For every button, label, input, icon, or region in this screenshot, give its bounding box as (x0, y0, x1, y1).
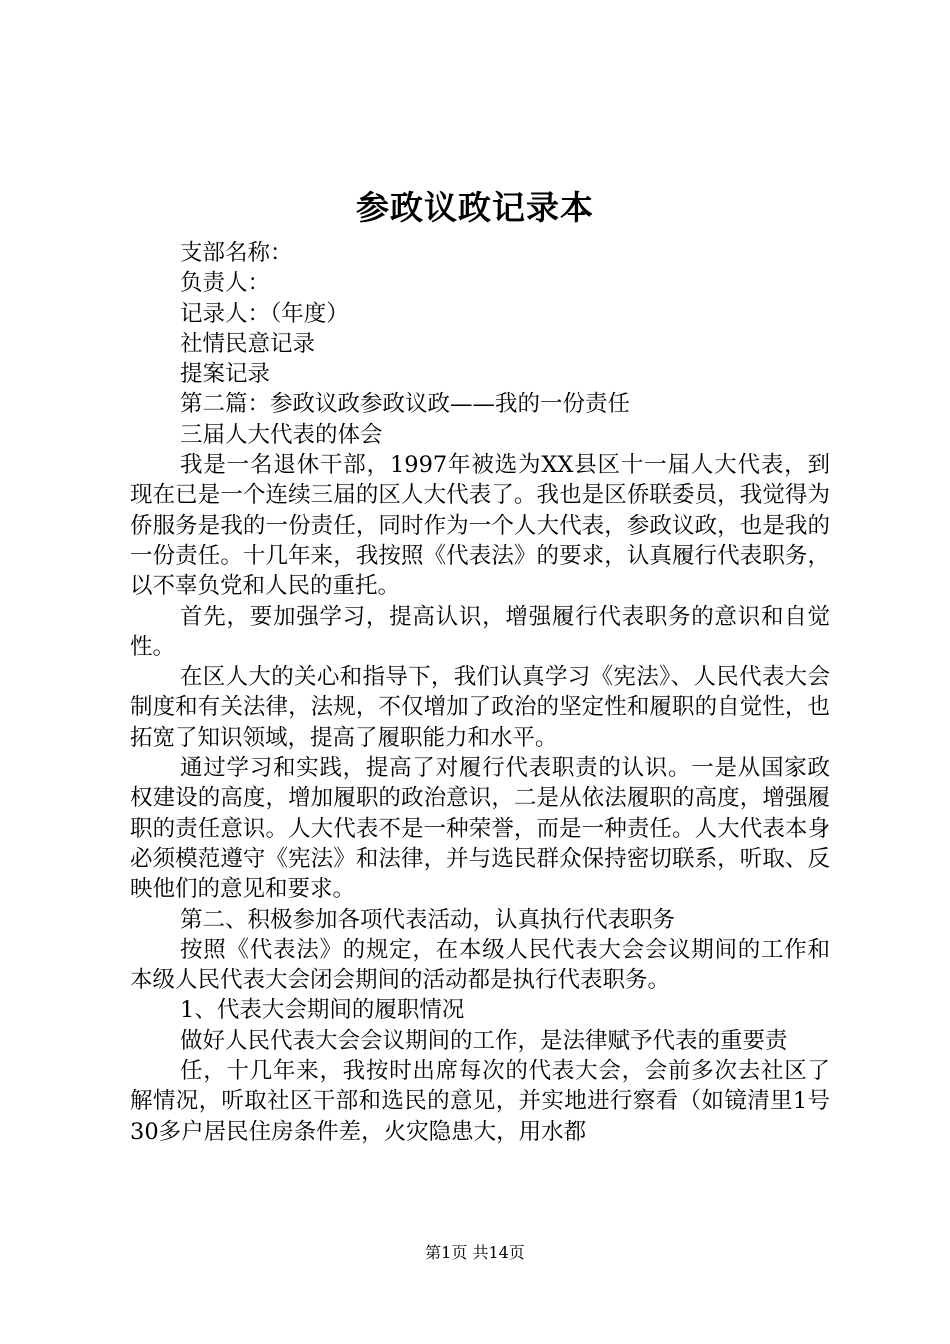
paragraph: 在区人大的关心和指导下，我们认真学习《宪法》、人民代表大会制度和有关法律，法规，不仅增加了政治的坚定性和履职的自觉性，也拓宽了知识领域，提高了履职能力和水平。 (130, 664, 830, 751)
document-body (130, 238, 830, 1147)
paragraph: 按照《代表法》的规定，在本级人民代表大会会议期间的工作和本级人民代表大会闭会期间的活动都是执行代表职务。 (130, 936, 830, 994)
paragraph: 任，十几年来，我按时出席每次的代表大会，会前多次去社区了解情况，听取社区干部和选民的意见，并实地进行察看（如镜清里1号30多户居民住房条件差，火灾隐患大，用水都 (130, 1058, 830, 1145)
paragraph: 通过学习和实践，提高了对履行代表职责的认识。一是从国家政权建设的高度，增加履职的政治意识，二是从依法履职的高度，增强履职的责任意识。人大代表不是一种荣誉，而是一种责任。人大代表本身必须模范遵守《宪法》和法律，并与选民群众保持密切联系，听取、反映他们的意见和要求。 (130, 755, 830, 903)
header-line-person-in-charge: 负责人： (180, 270, 271, 297)
page-number-footer: 第1页 共14页 (425, 1243, 525, 1262)
section-subtitle: 三届人大代表的体会 (180, 421, 383, 448)
header-line-proposal: 提案记录 (180, 361, 271, 388)
header-line-branch-name: 支部名称： (180, 240, 293, 266)
document-title: 参政议政记录本 (356, 188, 594, 227)
paragraph: 首先，要加强学习，提高认识，增强履行代表职务的意识和自觉性。 (130, 603, 830, 660)
paragraph: 1、代表大会期间的履职情况 (180, 997, 465, 1024)
header-line-public-opinion: 社情民意记录 (180, 330, 316, 357)
paragraph: 第二、积极参加各项代表活动，认真执行代表职务 (180, 906, 676, 933)
paragraph: 做好人民代表大会会议期间的工作，是法律赋予代表的重要责 (180, 1027, 788, 1054)
section-title-part-two: 第二篇：参政议政参政议政——我的一份责任 (180, 391, 631, 418)
header-line-recorder: 记录人：（年度） (180, 300, 349, 327)
paragraph: 我是一名退休干部，1997年被选为XX县区十一届人大代表，到现在已是一个连续三届的区人大代表了。我也是区侨联委员，我觉得为侨服务是我的一份责任，同时作为一个人大代表，参政议政，也是我的一份责任。十几年来，我按照《代表法》的要求，认真履行代表职务，以不辜负党和人民的重托。 (130, 452, 830, 600)
